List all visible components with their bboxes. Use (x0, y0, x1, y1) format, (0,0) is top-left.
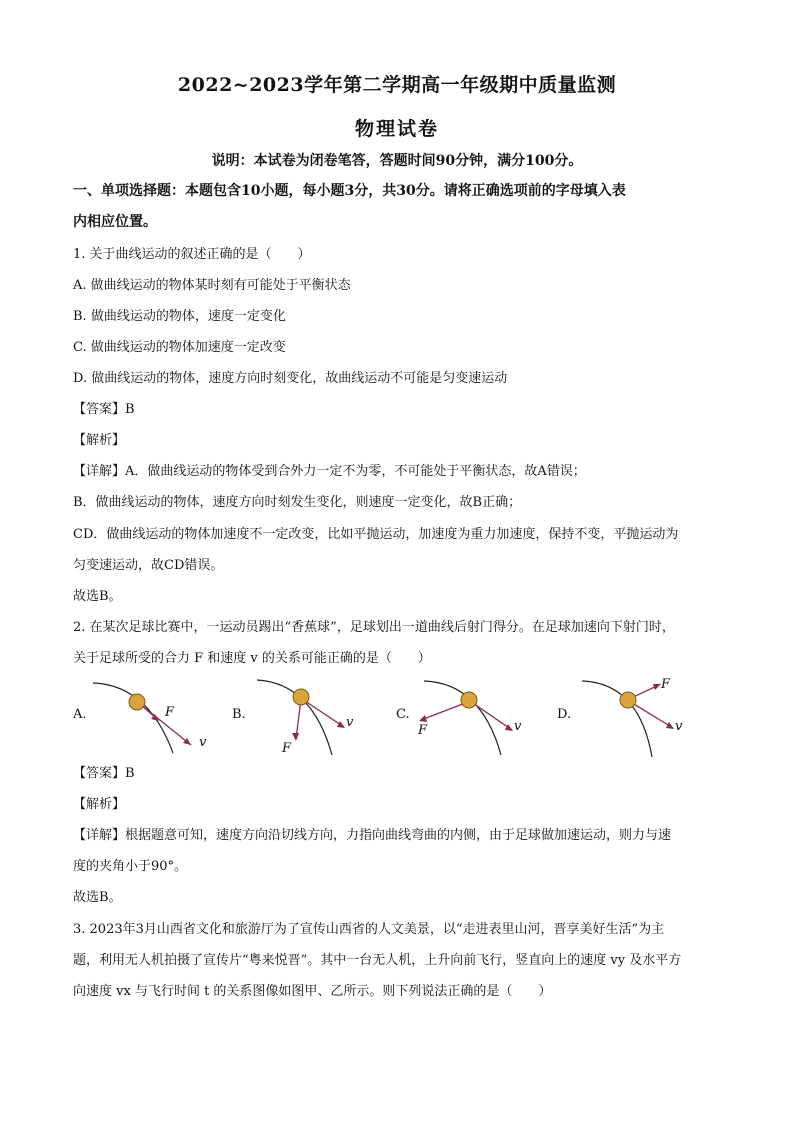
velocity-arrowhead (505, 724, 513, 731)
q1-detail-1: 【详解】A．做曲线运动的物体受到合外力一定不为零，不可能处于平衡状态，故A错误； (73, 464, 586, 479)
ball (461, 692, 477, 708)
velocity-label: v (346, 715, 354, 730)
q1-option-d: D. 做曲线运动的物体，速度方向时刻变化，故曲线运动不可能是匀变速运动 (73, 371, 508, 386)
velocity-arrow (470, 701, 512, 730)
q1-option-c: C. 做曲线运动的物体加速度一定改变 (73, 340, 286, 355)
q1-conclusion: 故选B。 (73, 589, 122, 604)
q2-answer: 【答案】B (73, 766, 135, 781)
section-heading-line1: 一、单项选择题：本题包含10小题，每小题3分，共30分。请将正确选项前的字母填入表 (73, 183, 626, 199)
q2-figure-d (557, 675, 707, 760)
q2-figure-a (73, 675, 223, 760)
figure-c-label: C. (396, 707, 410, 722)
force-label: F (282, 741, 292, 756)
velocity-label: v (199, 735, 207, 750)
q1-option-a: A. 做曲线运动的物体某时刻有可能处于平衡状态 (73, 278, 351, 293)
figure-d-label: D. (557, 707, 572, 722)
q2-detail-2: 度的夹角小于90°。 (73, 859, 188, 874)
force-label: F (661, 677, 671, 692)
q2-figure-c (396, 675, 546, 760)
q1-stem: 1. 关于曲线运动的叙述正确的是（ ） (73, 247, 311, 262)
q3-line2: 题，利用无人机拍摄了宣传片“粤来悦晋”。其中一台无人机，上升向前飞行，竖直向上的速度 vy 及水平方 (73, 953, 682, 968)
q3-line1: 3. 2023年3月山西省文化和旅游厅为了宣传山西省的人文美景，以“走进表里山河，晋享美好生活”为主 (73, 922, 665, 937)
velocity-arrow (629, 701, 673, 728)
ball (293, 689, 309, 705)
velocity-arrowhead (666, 722, 674, 729)
figure-d-diagram (557, 675, 707, 760)
q2-detail-1: 【详解】根据题意可知，速度方向沿切线方向，力指向曲线弯曲的内侧，由于足球做加速运动，则力与速 (73, 828, 672, 843)
exam-title: 2022~2023学年第二学期高一年级期中质量监测 (177, 74, 617, 96)
q2-conclusion: 故选B。 (73, 890, 122, 905)
force-arrow (421, 702, 468, 720)
q1-answer: 【答案】B (73, 402, 135, 417)
figure-b-label: B. (232, 707, 246, 722)
exam-note: 说明：本试卷为闭卷笔答，答题时间90分钟，满分100分。 (211, 153, 583, 169)
q1-analysis-label: 【解析】 (73, 433, 126, 448)
ball (129, 694, 145, 710)
section-heading-line2: 内相应位置。 (73, 214, 157, 230)
q1-detail-2: B．做曲线运动的物体，速度方向时刻发生变化，则速度一定变化，故B正确； (73, 495, 522, 510)
q1-detail-4: 匀变速运动，故CD错误。 (73, 558, 224, 573)
figure-b-diagram (232, 675, 382, 760)
velocity-arrowhead (337, 721, 345, 728)
q2-figure-b (232, 675, 382, 760)
force-arrowhead (292, 733, 299, 741)
curve-path (93, 683, 173, 753)
figure-c-diagram (396, 675, 546, 760)
curve-path (257, 680, 332, 755)
exam-subject: 物理试卷 (354, 118, 439, 140)
curve-path (424, 681, 501, 755)
velocity-arrow (302, 699, 344, 727)
velocity-label: v (675, 719, 683, 734)
force-label: F (165, 705, 175, 720)
q2-analysis-label: 【解析】 (73, 797, 126, 812)
ball (620, 692, 636, 708)
force-arrowhead (653, 684, 661, 690)
figure-a-label: A. (73, 707, 87, 722)
q1-detail-3: CD．做曲线运动的物体加速度不一定改变，比如平抛运动，加速度为重力加速度，保持不变，平抛运动为 (73, 527, 679, 542)
velocity-label: v (514, 719, 522, 734)
curve-path (582, 681, 652, 757)
force-label: F (418, 723, 428, 738)
q2-stem-line1: 2. 在某次足球比赛中，一运动员踢出“香蕉球”，足球划出一道曲线后射门得分。在足球加速向下射门时， (73, 620, 675, 635)
q3-line3: 向速度 vx 与飞行时间 t 的关系图像如图甲、乙所示。则下列说法正确的是（ ） (73, 984, 552, 999)
q2-stem-line2: 关于足球所受的合力 F 和速度 v 的关系可能正确的是（ ） (73, 651, 431, 666)
q1-option-b: B. 做曲线运动的物体，速度一定变化 (73, 309, 286, 324)
force-arrowhead (419, 715, 427, 722)
